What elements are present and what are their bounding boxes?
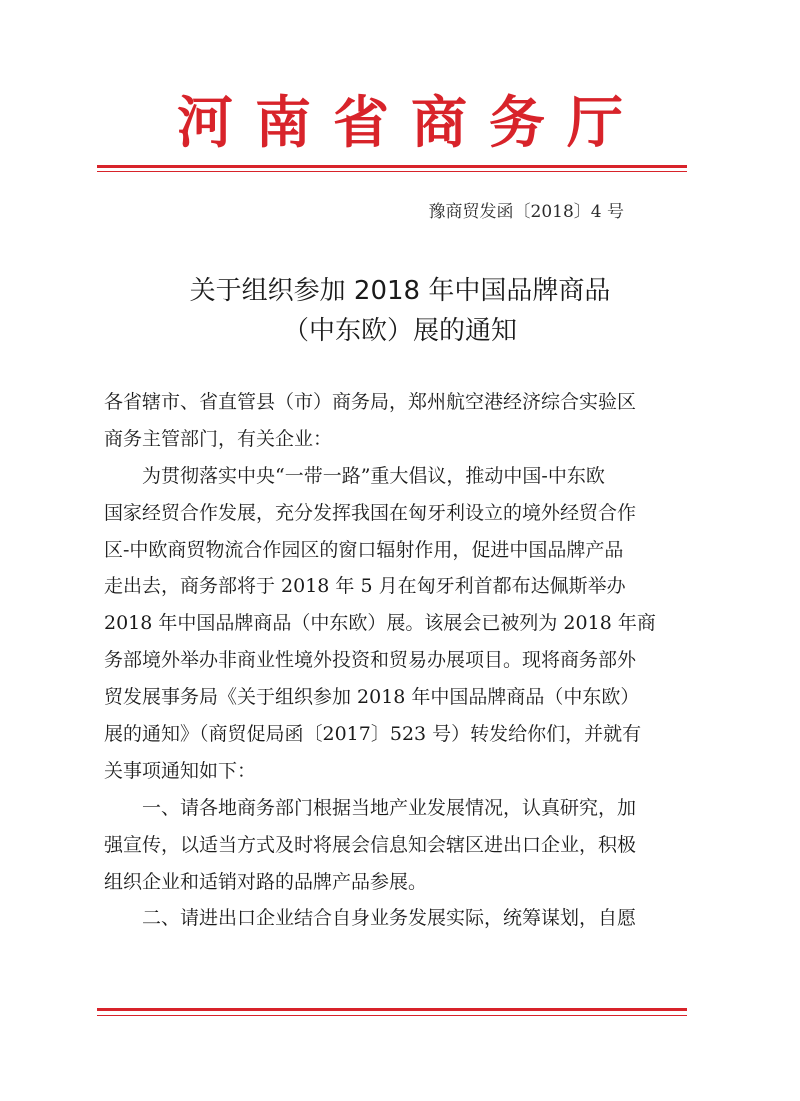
body-line: 务部境外举办非商业性境外投资和贸易办展项目。现将商务部外 [104, 649, 637, 672]
footer-red-rule-thick [97, 1008, 687, 1011]
body-line: 强宣传，以适当方式及时将展会信息知会辖区进出口企业，积极 [104, 833, 637, 856]
footer-red-rule-thin [97, 1015, 687, 1016]
body-line: 为贯彻落实中央“一带一路”重大倡议，推动中国-中东欧 [142, 464, 605, 487]
body-line: 2018 年中国品牌商品（中东欧）展。该展会已被列为 2018 年商 [104, 612, 656, 635]
body-line: 二、请进出口企业结合自身业务发展实际，统筹谋划，自愿 [142, 907, 637, 930]
body-line: 展的通知》（商贸促局函〔2017〕523 号）转发给你们，并就有 [104, 723, 642, 746]
body-line: 区-中欧商贸物流合作园区的窗口辐射作用，促进中国品牌产品 [104, 538, 624, 561]
body-line: 关事项通知如下： [104, 759, 257, 782]
document-body [104, 384, 678, 937]
document-title-line-1: 关于组织参加 2018 年中国品牌商品 [189, 276, 611, 306]
body-line: 国家经贸合作发展，充分发挥我国在匈牙利设立的境外经贸合作 [104, 501, 637, 524]
letterhead-red-rule-thin [97, 171, 687, 172]
body-line: 走出去，商务部将于 2018 年 5 月在匈牙利首都布达佩斯举办 [104, 575, 626, 598]
body-line: 各省辖市、省直管县（市）商务局，郑州航空港经济综合实验区 [104, 391, 637, 413]
body-line: 商务主管部门，有关企业： [104, 427, 333, 450]
organization-letterhead: 河南省商务厅 [177, 90, 645, 156]
body-line: 一、请各地商务部门根据当地产业发展情况，认真研究，加 [142, 796, 637, 819]
document-number: 豫商贸发函〔2018〕4 号 [428, 202, 624, 222]
letterhead-red-rule-thick [97, 165, 687, 168]
body-line: 贸发展事务局《关于组织参加 2018 年中国品牌商品（中东欧） [104, 686, 640, 709]
body-line: 组织企业和适销对路的品牌产品参展。 [104, 870, 428, 893]
document-title-line-2: （中东欧）展的通知 [282, 316, 517, 346]
